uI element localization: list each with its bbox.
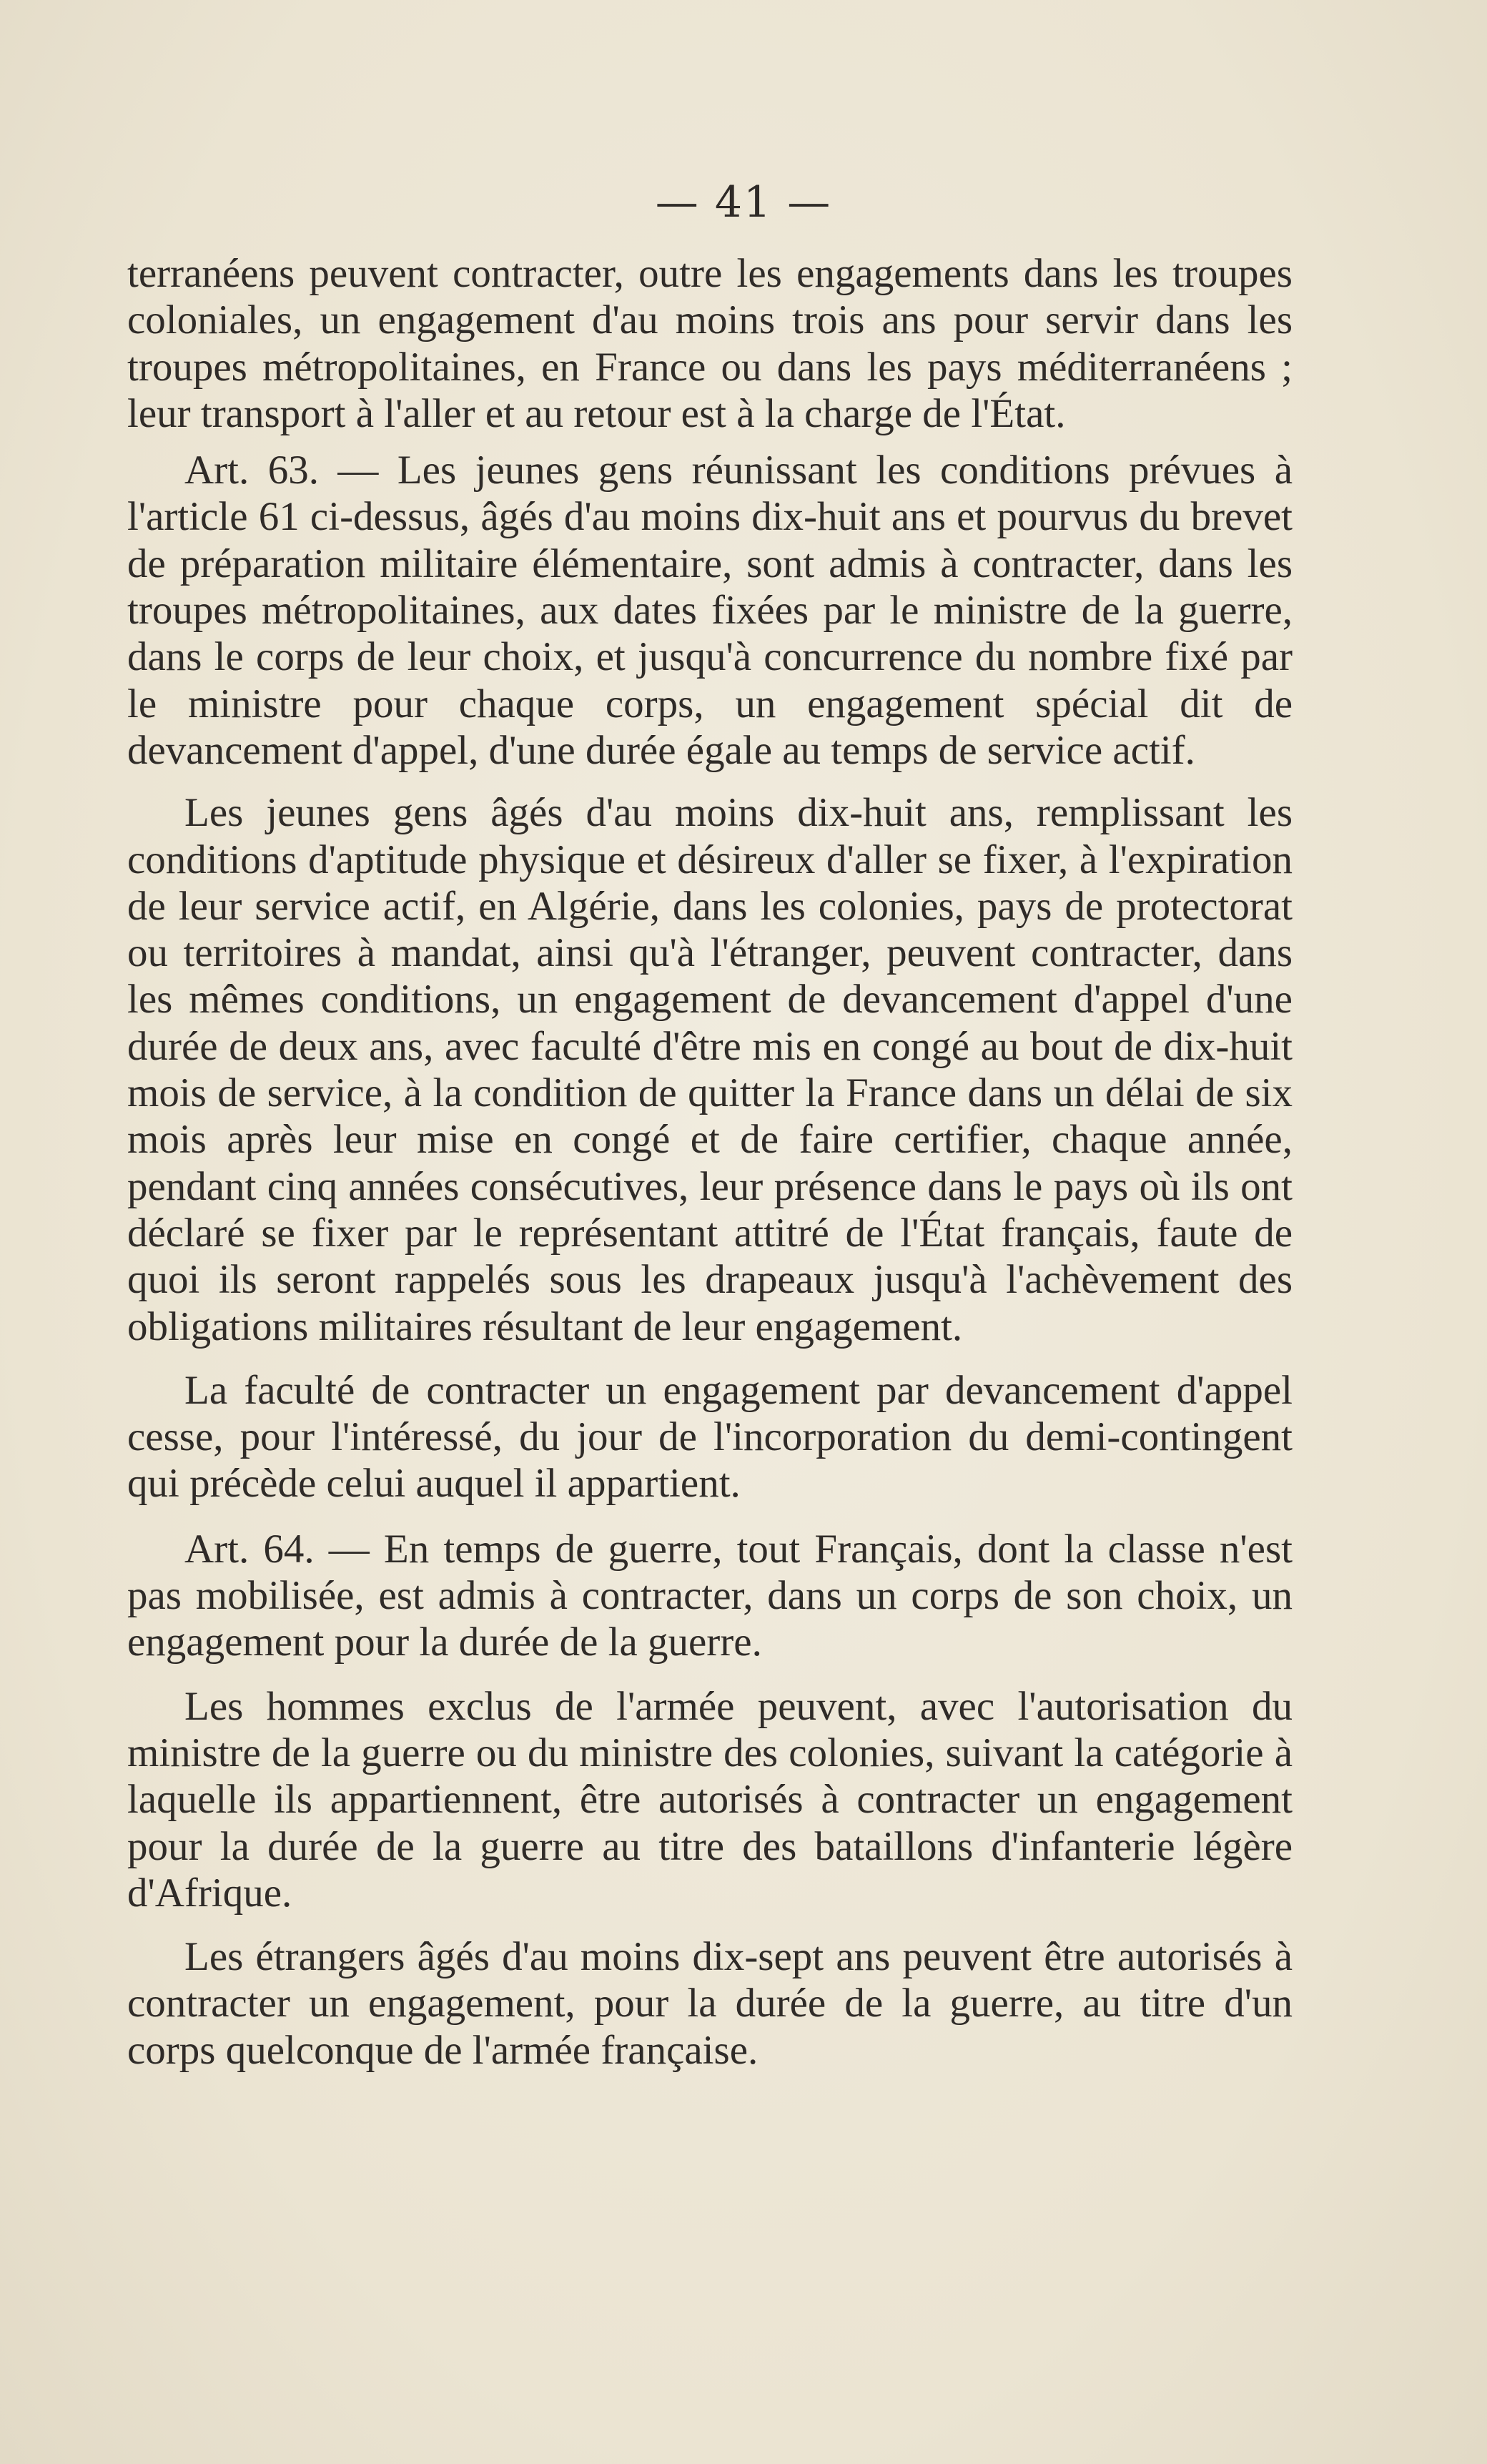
paragraph-foreigners: Les étrangers âgés d'au moins dix-sept ans peuvent être autorisés à contracter un engagement, pour la durée de la guerre, au titre d'un corps quelconque de l'armée française.: [127, 1934, 1293, 2073]
page-number: — 41 —: [655, 177, 832, 227]
paragraph-art-64: Art. 64. — En temps de guerre, tout Français, dont la classe n'est pas mobilisée, est admis à contracter, dans un corps de son choix, un engagement pour la durée de la guerre.: [127, 1526, 1293, 1665]
paragraph-continuation: terranéens peuvent contracter, outre les engagements dans les troupes coloniales, un engagement d'au moins trois ans pour servir dans les troupes métropolitaines, en France ou dans les pays méditerranéens ; leur transport à l'aller et au retour est à la charge de l'État.: [127, 251, 1293, 436]
paragraph-art-63: Art. 63. — Les jeunes gens réunissant les conditions prévues à l'article 61 ci-dessus, âgés d'au moins dix-huit ans et pourvus du brevet de préparation militaire élémentaire, sont admis à contracter, dans les troupes métropolitaines, aux dates fixées par le ministre de la guerre, dans le corps de leur choix, et jusqu'à concurrence du nombre fixé par le ministre pour chaque corps, un engagement spécial dit de devancement d'appel, d'une durée égale au temps de service actif.: [127, 448, 1293, 773]
paragraph-excluded-men: Les hommes exclus de l'armée peuvent, avec l'autorisation du ministre de la guerre ou du ministre des colonies, suivant la catégorie à laquelle ils appartiennent, être autorisés à contracter un engagement pour la durée de la guerre au titre des bataillons d'infanterie légère d'Afrique.: [127, 1683, 1293, 1916]
body-text: [127, 250, 1293, 2074]
paragraph-young-men-abroad: Les jeunes gens âgés d'au moins dix-huit ans, remplissant les conditions d'aptitude physique et désireux d'aller se fixer, à l'expiration de leur service actif, en Algérie, dans les colonies, pays de protectorat ou territoires à mandat, ainsi qu'à l'étranger, peuvent contracter, dans les mêmes conditions, un engagement de devancement d'appel d'une durée de deux ans, avec faculté d'être mis en congé au bout de dix-huit mois de service, à la condition de quitter la France dans un délai de six mois après leur mise en congé et de faire certifier, chaque année, pendant cinq années consécutives, leur présence dans le pays où ils ont déclaré se fixer par le représentant attitré de l'État français, faute de quoi ils seront rappelés sous les drapeaux jusqu'à l'achèvement des obligations militaires résultant de leur engagement.: [127, 790, 1293, 1349]
paragraph-faculty-ceases: La faculté de contracter un engagement par devancement d'appel cesse, pour l'intéressé, du jour de l'incorporation du demi-contingent qui précède celui auquel il appartient.: [127, 1367, 1293, 1507]
